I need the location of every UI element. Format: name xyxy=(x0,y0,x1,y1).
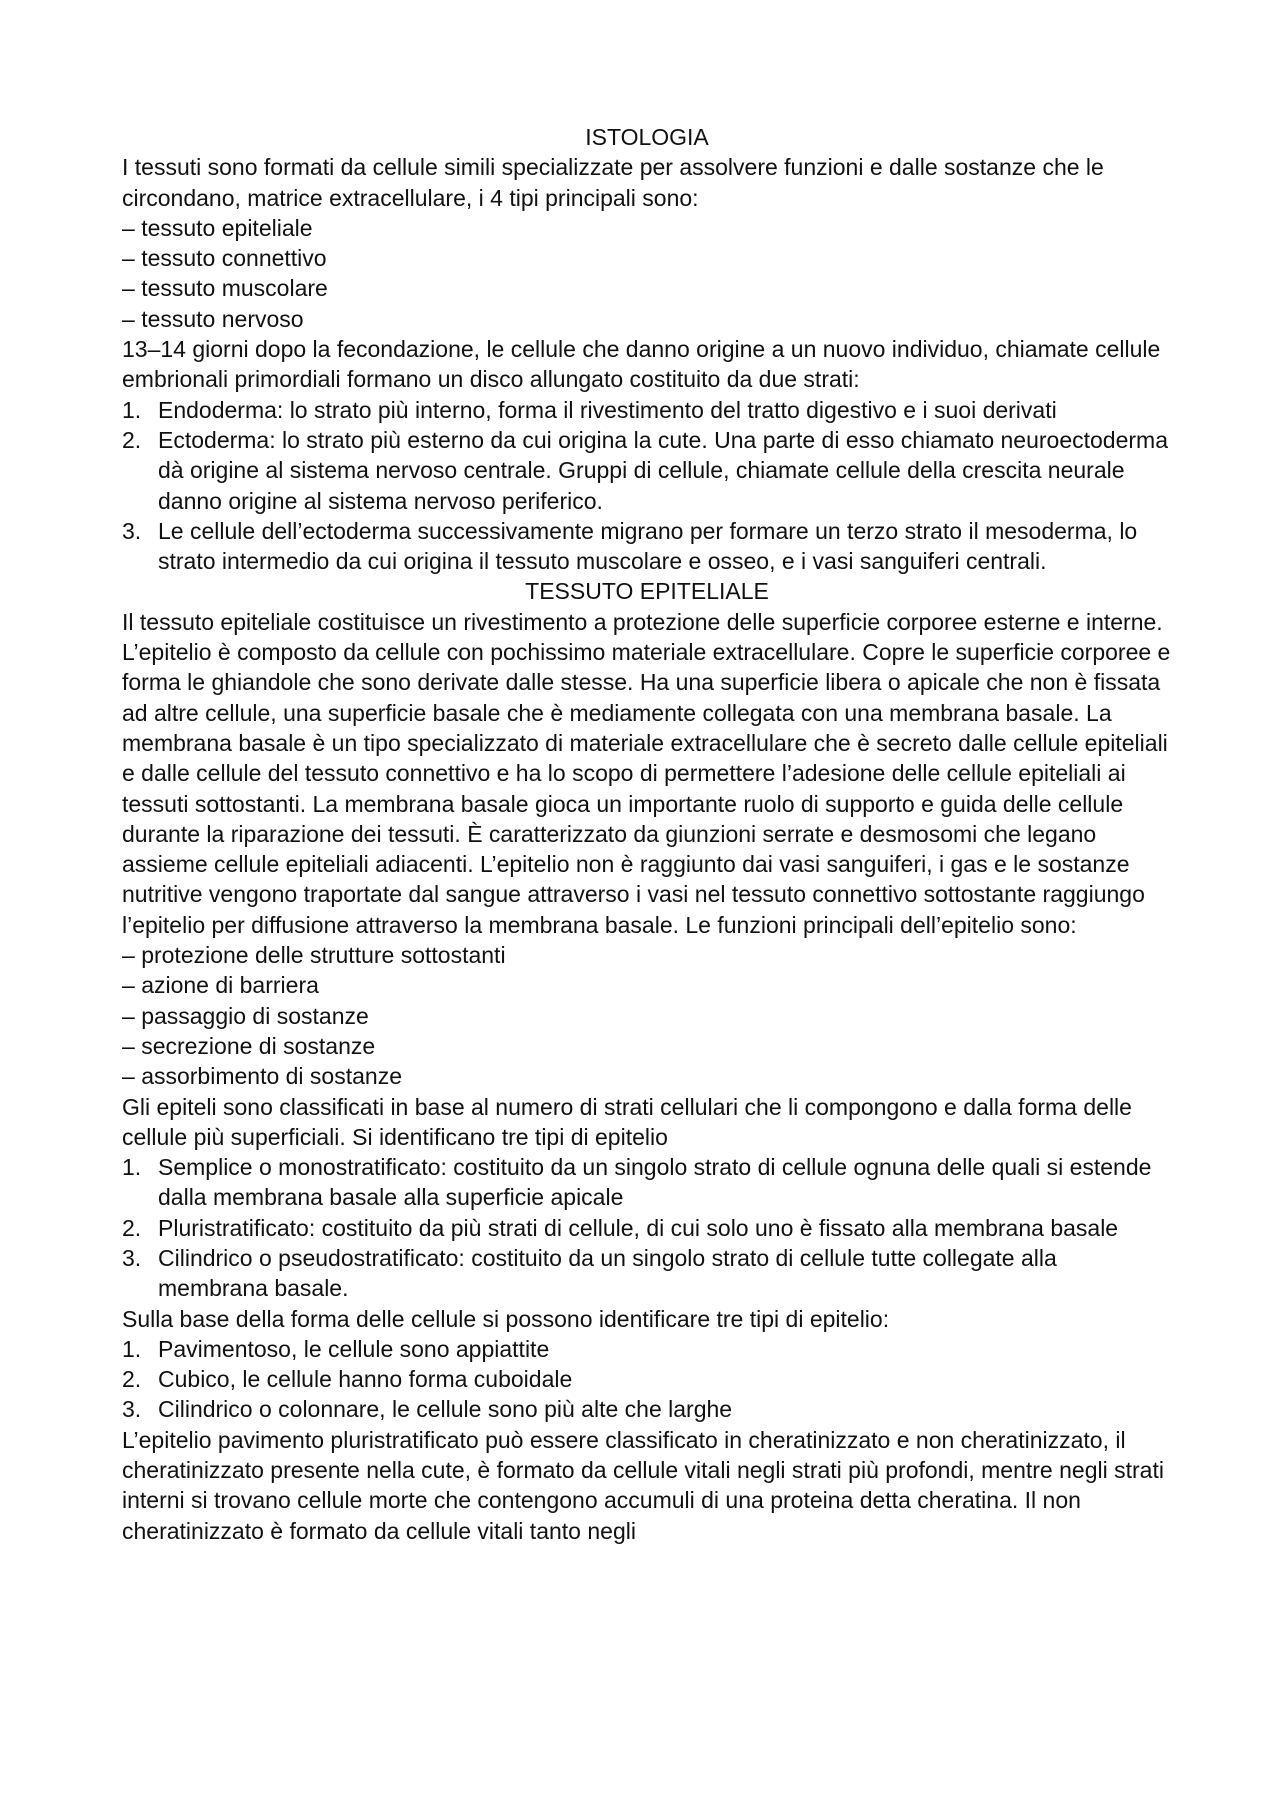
embryo-paragraph: 13–14 giorni dopo la fecondazione, le cellule che danno origine a un nuovo individuo, chiamate cellule embrionali primordiali formano un disco allungato costituito da due strati: xyxy=(122,336,1161,393)
list-item: – tessuto muscolare xyxy=(122,273,1172,303)
list-item xyxy=(122,395,1172,425)
functions-list xyxy=(122,940,1172,1091)
list-number: 3. xyxy=(122,1244,142,1271)
list-item xyxy=(122,1394,1172,1424)
layer-types-list xyxy=(122,1152,1172,1303)
list-item xyxy=(122,1243,1172,1304)
list-item xyxy=(122,425,1172,516)
list-text: Pavimentoso, le cellule sono appiattite xyxy=(158,1335,550,1362)
document-title: ISTOLOGIA xyxy=(585,124,709,150)
list-number: 1. xyxy=(122,396,142,423)
list-number: 2. xyxy=(122,1366,142,1393)
list-text: Le cellule dell’ectoderma successivamente migrano per formare un terzo strato il mesoderma, lo strato intermedio da cui origina il tessuto muscolare e osseo, e i vasi sanguiferi centrali. xyxy=(158,517,1138,575)
section-title: TESSUTO EPITELIALE xyxy=(525,578,769,605)
final-paragraph: L’epitelio pavimento pluristratificato può essere classificato in cheratinizzato e non cheratinizzato, il cheratinizzato presente nella cute, è formato da cellule vitali negli strati più profondi, mentre negli strati interni si trovano cellule morte che contengono accumuli di una proteina detta cheratina. Il non cheratinizzato è formato da cellule vitali tanto negli xyxy=(122,1426,1164,1544)
list-number: 2. xyxy=(122,426,142,453)
list-item xyxy=(122,1364,1172,1394)
list-item: – assorbimento di sostanze xyxy=(122,1061,1172,1091)
list-item: – protezione delle strutture sottostanti xyxy=(122,940,1172,970)
intro-paragraph: I tessuti sono formati da cellule simili specializzate per assolvere funzioni e dalle sostanze che le circondano, matrice extracellulare, i 4 tipi principali sono: xyxy=(122,154,1104,211)
classification-paragraph: Gli epiteli sono classificati in base al numero di strati cellulari che li compongono e dalla forma delle cellule più superficiali. Si identificano tre tipi di epitelio xyxy=(122,1093,1132,1150)
list-item xyxy=(122,1334,1172,1364)
list-text: Semplice o monostratificato: costituito da un singolo strato di cellule ognuna delle quali si estende dalla membrana basale alla superficie apicale xyxy=(158,1154,1152,1211)
list-number: 1. xyxy=(122,1335,142,1362)
list-item: – tessuto epiteliale xyxy=(122,213,1172,243)
epithelium-paragraph: Il tessuto epiteliale costituisce un rivestimento a protezione delle superficie corporee esterne e interne. L’epitelio è composto da cellule con pochissimo materiale extracellulare. Copre le superficie corporee e forma le ghiandole che sono derivate dalle stesse. Ha una superficie libera o apicale che non è fissata ad altre cellule, una superficie basale che è mediamente collegata con una membrana basale. La membrana basale è un tipo specializzato di materiale extracellulare che è secreto dalle cellule epiteliali e dalle cellule del tessuto connettivo e ha lo scopo di permettere l’adesione delle cellule epiteliali ai tessuti sottostanti. La membrana basale gioca un importante ruolo di supporto e guida delle cellule durante la riparazione dei tessuti. È caratterizzato da giunzioni serrate e desmosomi che legano assieme cellule epiteliali adiacenti. L’epitelio non è raggiunto dai vasi sanguiferi, i gas e le sostanze nutritive vengono traportate dal sangue attraverso i vasi nel tessuto connettivo sottostante raggiungo l’epitelio per diffusione attraverso la membrana basale. Le funzioni principali dell’epitelio sono: xyxy=(122,608,1171,938)
list-item xyxy=(122,1213,1172,1243)
list-number: 1. xyxy=(122,1154,142,1181)
document-page xyxy=(122,122,1172,1546)
list-item xyxy=(122,516,1172,577)
list-text: Cilindrico o colonnare, le cellule sono più alte che larghe xyxy=(158,1396,733,1423)
list-item: – secrezione di sostanze xyxy=(122,1031,1172,1061)
list-text: Cubico, le cellule hanno forma cuboidale xyxy=(158,1366,573,1393)
list-text: Ectoderma: lo strato più esterno da cui origina la cute. Una parte di esso chiamato neuroectoderma dà origine al sistema nervoso centrale. Gruppi di cellule, chiamate cellule della crescita neurale danno origine al sistema nervoso periferico. xyxy=(158,426,1169,514)
list-item xyxy=(122,1152,1172,1213)
list-item: – tessuto nervoso xyxy=(122,304,1172,334)
list-item: – azione di barriera xyxy=(122,970,1172,1000)
germ-layers-list xyxy=(122,395,1172,577)
list-text: Cilindrico o pseudostratificato: costituito da un singolo strato di cellule tutte collegate alla membrana basale. xyxy=(158,1244,1057,1302)
list-number: 2. xyxy=(122,1214,142,1241)
shape-paragraph: Sulla base della forma delle cellule si possono identificare tre tipi di epitelio: xyxy=(122,1305,890,1332)
list-number: 3. xyxy=(122,517,142,544)
list-text: Endoderma: lo strato più interno, forma il rivestimento del tratto digestivo e i suoi derivati xyxy=(158,396,1057,423)
list-item: – tessuto connettivo xyxy=(122,243,1172,273)
list-item: – passaggio di sostanze xyxy=(122,1001,1172,1031)
shape-types-list xyxy=(122,1334,1172,1425)
tissue-types-list xyxy=(122,213,1172,334)
list-number: 3. xyxy=(122,1396,142,1423)
list-text: Pluristratificato: costituito da più strati di cellule, di cui solo uno è fissato alla membrana basale xyxy=(158,1214,1119,1241)
